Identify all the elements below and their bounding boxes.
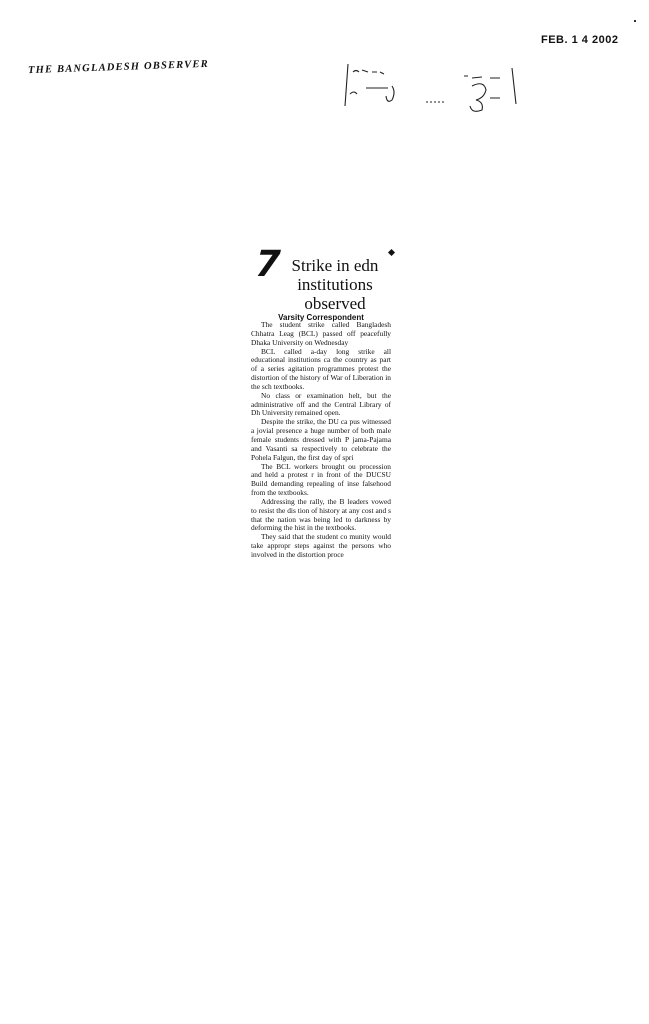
article-paragraph: They said that the student co munity would take appropr steps against the persons who involved in the distortion proce (251, 533, 391, 559)
newspaper-masthead: THE BANGLADESH OBSERVER (27, 58, 210, 77)
article-paragraph: The student strike called Bangladesh Chhatra Leag (BCL) passed off peacefully Dhaka University on Wednesday (251, 321, 391, 347)
article-headline: Strike in edn institutions observed (291, 256, 379, 313)
article-paragraph: The BCL workers brought ou procession and held a protest r in front of the DUCSU Build demanding repealing of inse falsehood from the textbooks. (251, 462, 391, 498)
speck-mark (634, 20, 636, 22)
handwritten-archive-stamp (340, 58, 525, 113)
article-body (251, 321, 391, 689)
article-paragraph: BCL called a-day long strike all educational institutions ca the country as part of a series agitation programmes protest the distortion of the history of War of Liberation in the sch textbooks. (251, 347, 391, 391)
article-paragraph: No class or examination helt, but the administrative off and the Central Library of Dh University remained open. (251, 391, 391, 418)
clipping-number: 7 (250, 244, 286, 285)
article-paragraph: Addressing the rally, the B leaders vowed to resist the dis tion of history at any cost and s that the nation was being led to darkness by deforming the hist in the textbooks. (251, 497, 391, 533)
article-byline: Varsity Correspondent (278, 313, 364, 322)
article-paragraph: Despite the strike, the DU ca pus witnessed a jovial presence a huge number of both male female students dressed with P jama-Pajama and Vasanti sa respectively to celebrate the Pohela Falgun, the first day of spri (251, 418, 391, 462)
date-stamp: FEB. 1 4 2002 (541, 34, 619, 46)
bullet-mark (388, 249, 395, 256)
